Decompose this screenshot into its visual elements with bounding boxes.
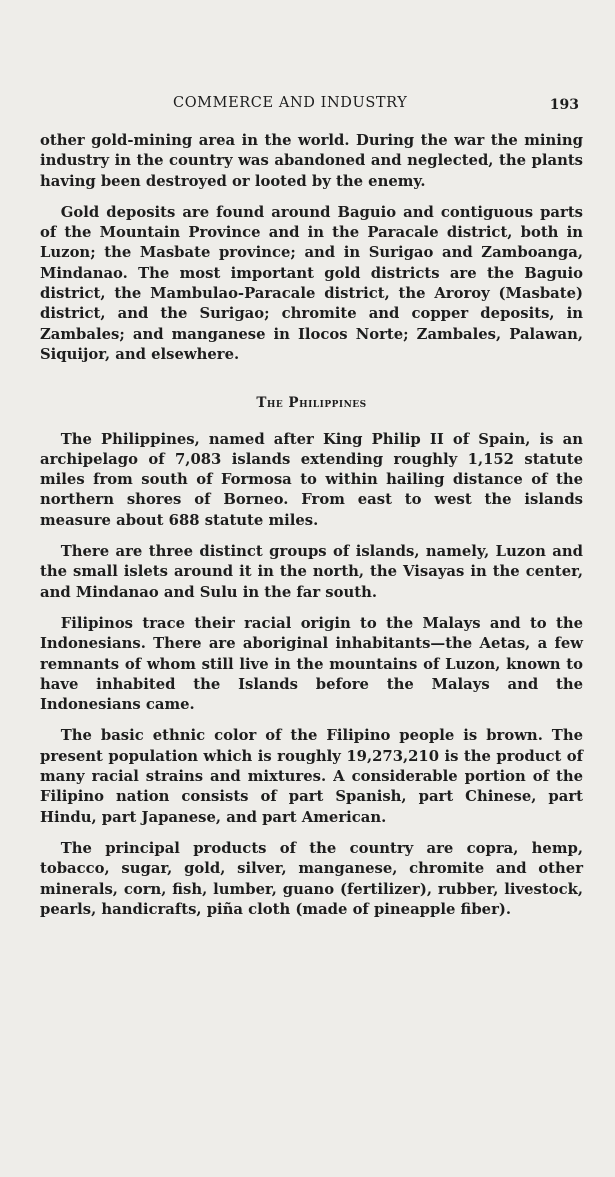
paragraph-archipelago: The Philippines, named after King Philip II of Spain, is an archipelago of 7,083 islands extending roughly 1,152 statute miles from south of Formosa to within hailing distance of the northern shores of Borneo. From east to west the islands measure about 688 statute miles. xyxy=(40,430,583,529)
book-page xyxy=(0,95,615,1177)
paragraph-products: The principal products of the country are copra, hemp, tobacco, sugar, gold, silver, manganese, chromite and other minerals, corn, fish, lumber, guano (fertilizer), rubber, livestock, pearls, handicrafts, piña cloth (made of pineapple fiber). xyxy=(40,839,583,918)
paragraph-racial-origin: Filipinos trace their racial origin to the Malays and to the Indonesians. There are aboriginal inhabitants—the Aetas, a few remnants of whom still live in the mountains of Luzon, known to have inhabited the Islands before the Malays and the Indonesians came. xyxy=(40,614,583,714)
running-head xyxy=(40,95,583,119)
paragraph-gold-deposits: Gold deposits are found around Baguio and contiguous parts of the Mountain Province and in the Paracale district, both in Luzon; the Masbate province; and in Surigao and Zamboanga, Mindanao. The most important gold districts are the Baguio district, the Mambulao-Paracale district, the Aroroy (Masbate) district, and the Surigao; chromite and copper deposits, in Zambales; and manganese in Ilocos Norte; Zambales, Palawan, Siquijor, and elsewhere. xyxy=(40,203,583,363)
page-body xyxy=(40,131,583,920)
running-title: COMMERCE AND INDUSTRY xyxy=(173,95,408,111)
page-number: 193 xyxy=(549,97,579,113)
paragraph-population: The basic ethnic color of the Filipino people is brown. The present population which is roughly 19,273,210 is the product of many racial strains and mixtures. A considerable portion of the Filipino nation consists of part Spanish, part Chinese, part Hindu, part Japanese, and part American. xyxy=(40,727,583,826)
paragraph-island-groups: There are three distinct groups of islands, namely, Luzon and the small islets around it in the north, the Visayas in the center, and Mindanao and Sulu in the far south. xyxy=(40,543,583,601)
paragraph-continued: other gold-mining area in the world. During the war the mining industry in the country was abandoned and neglected, the plants having been destroyed or looted by the enemy. xyxy=(40,132,583,190)
section-heading: The Philippines xyxy=(256,395,367,412)
